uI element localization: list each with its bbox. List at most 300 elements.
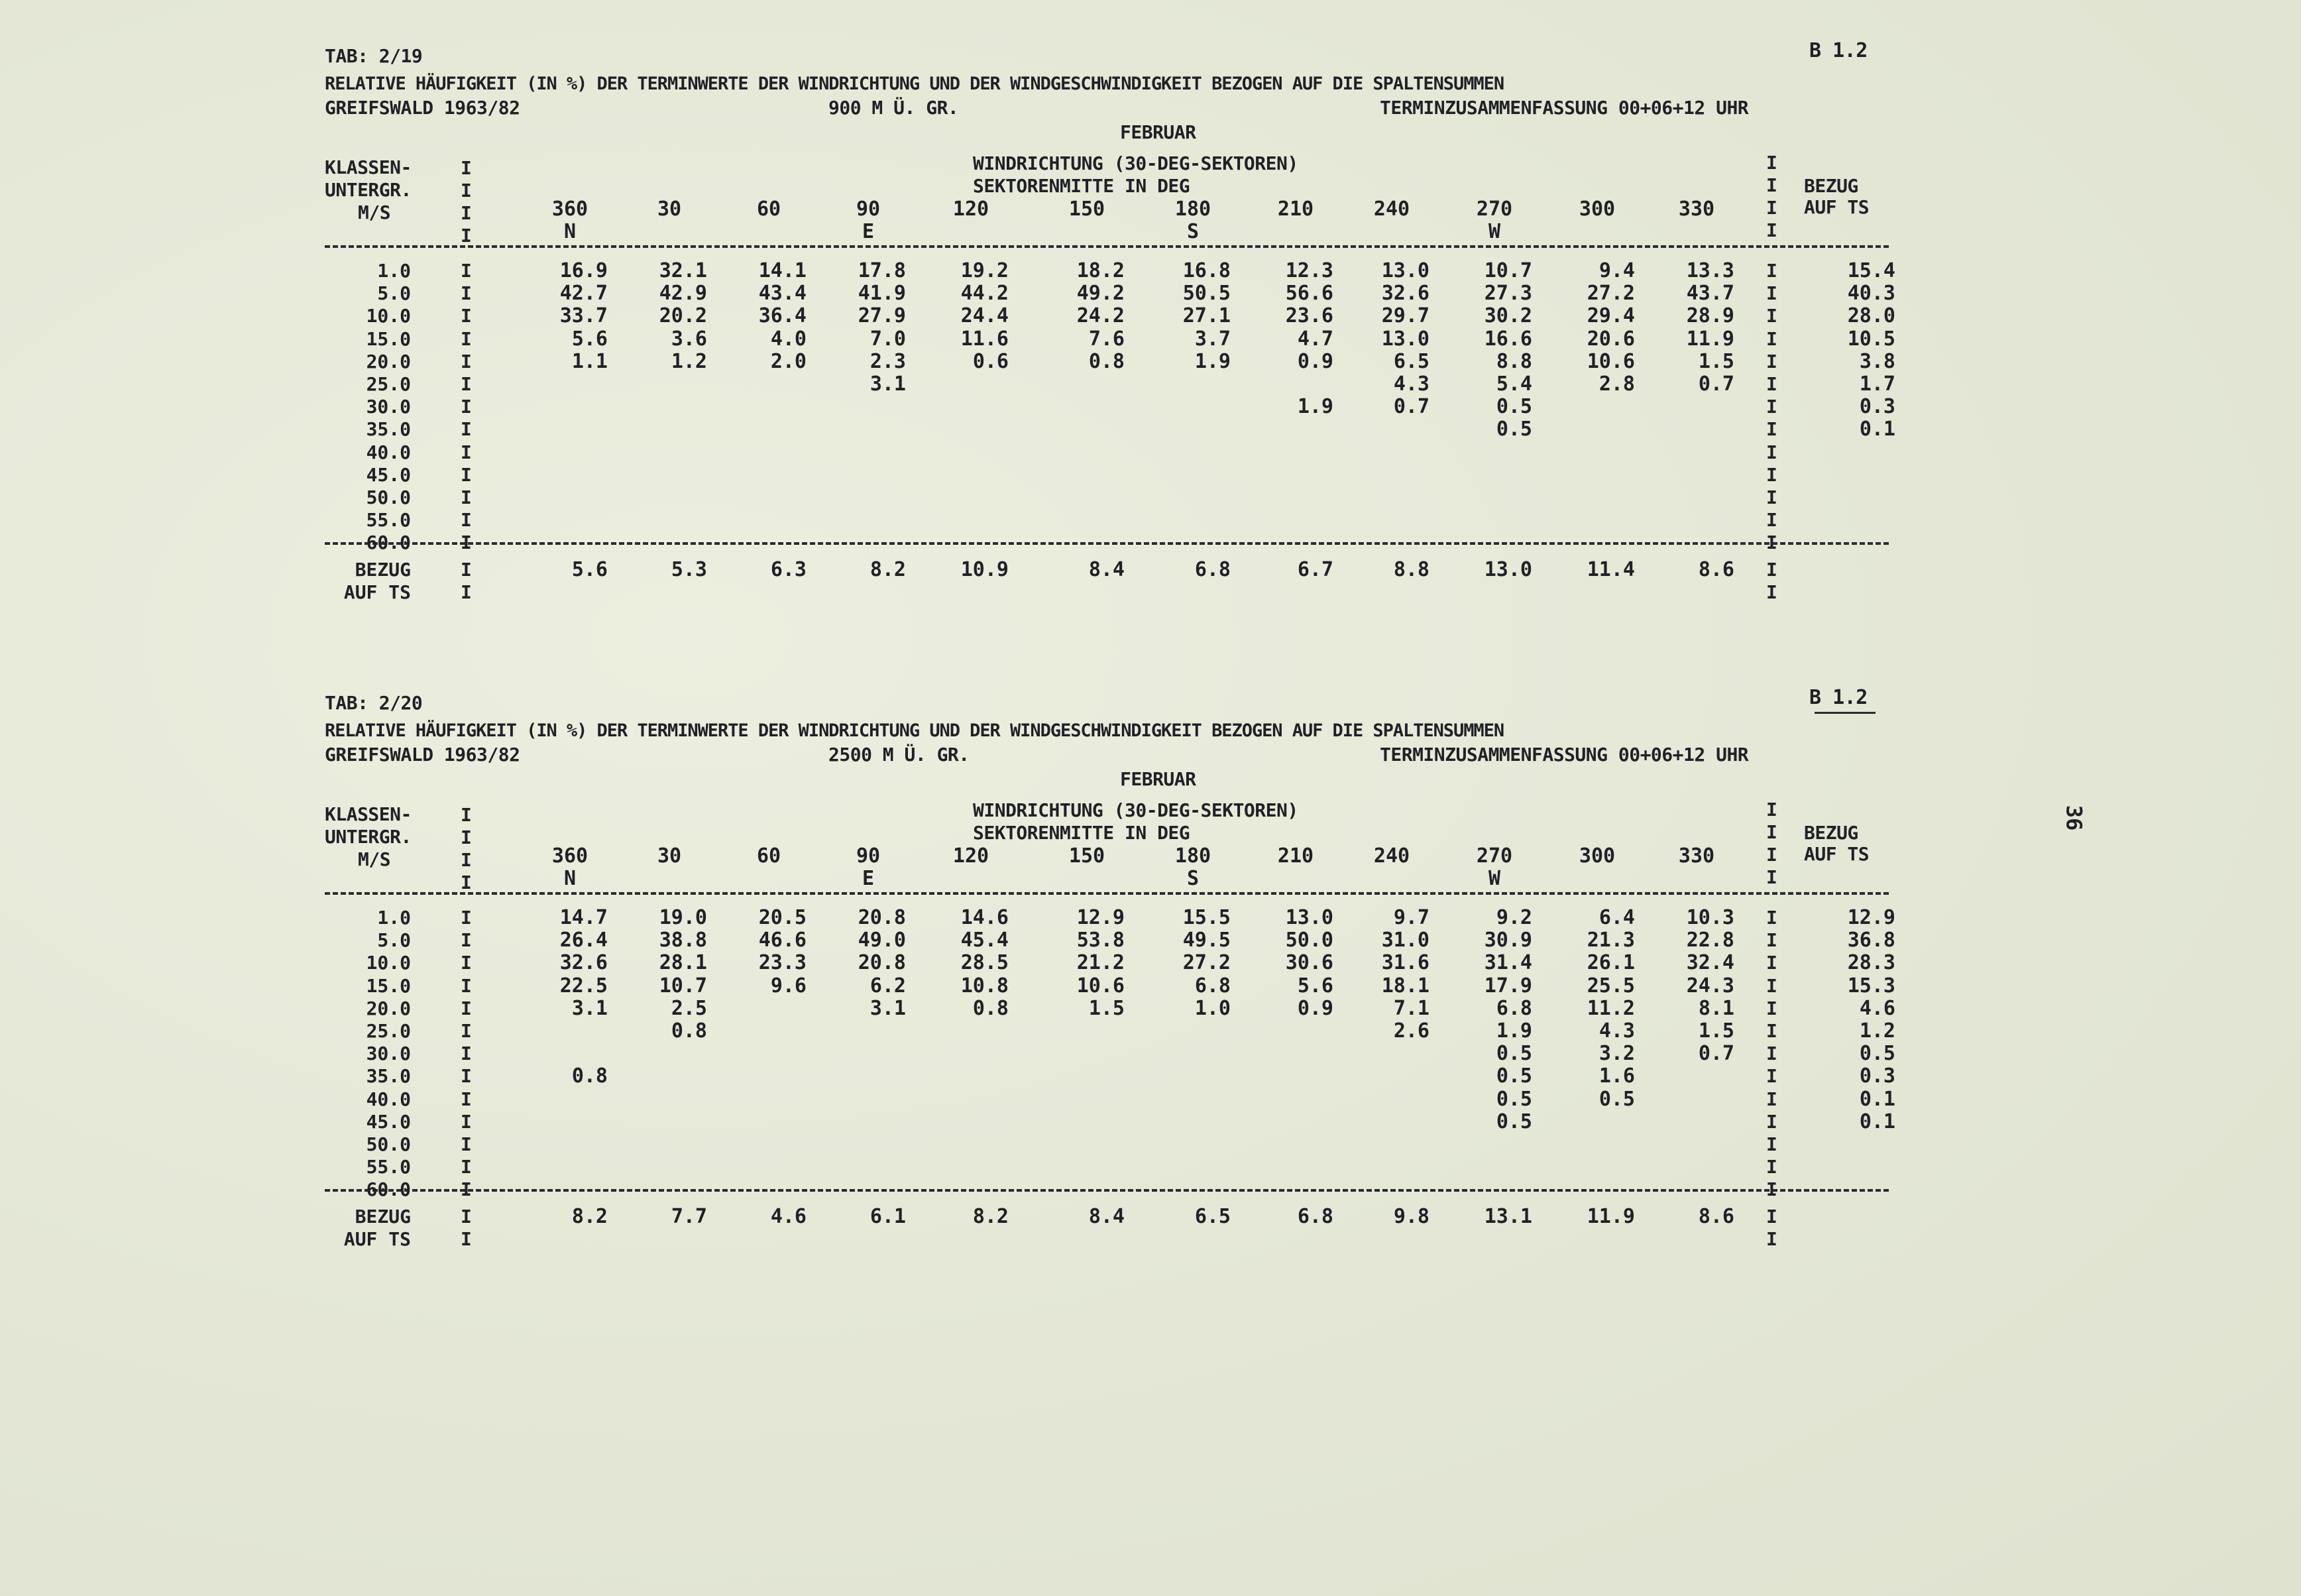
table-cell: 53.8: [1076, 929, 1125, 952]
separator-left: I: [461, 872, 472, 893]
separator-right: I: [1766, 219, 1777, 241]
table-cell: 40.3: [1847, 282, 1895, 306]
separator-right: I: [1766, 974, 1777, 997]
separator-left: I: [461, 581, 472, 603]
table-cell: 16.8: [1182, 259, 1231, 282]
footer-cell: 6.7: [1297, 558, 1333, 581]
table-cell: 3.1: [571, 996, 608, 1020]
class-label: 25.0: [366, 1020, 411, 1042]
separator-left: I: [461, 463, 472, 486]
table-cell: 0.3: [1859, 395, 1895, 419]
header-direction-1: WINDRICHTUNG (30-DEG-SEKTOREN): [973, 152, 1298, 174]
direction-header: 360: [551, 844, 589, 868]
footer-cell: 11.9: [1587, 1205, 1635, 1228]
table-cell: 29.7: [1381, 304, 1430, 328]
table-title: RELATIVE HÄUFIGKEIT (IN %) DER TERMINWERTE DER WINDRICHTUNG UND DER WINDGESCHWINDIGKEIT BEZOGEN AUF DIE SPALTENSUMMEN: [325, 74, 1504, 94]
class-label: 50.0: [366, 1133, 411, 1155]
table-cell: 13.3: [1686, 259, 1734, 282]
month: FEBRUAR: [1120, 768, 1196, 790]
separator-left: I: [461, 1065, 472, 1088]
separator-left: I: [461, 1178, 472, 1201]
separator-left: I: [461, 418, 472, 441]
table-cell: 15.5: [1182, 906, 1231, 929]
separator-left: I: [461, 1133, 472, 1155]
class-label: 1.0: [377, 907, 411, 929]
class-label: 20.0: [366, 350, 411, 372]
table-cell: 3.6: [671, 327, 707, 351]
direction-header: 330: [1678, 198, 1715, 221]
class-label: 5.0: [377, 282, 411, 305]
separator-right: I: [1766, 1156, 1777, 1178]
table-cell: 0.5: [1496, 1110, 1532, 1133]
footer-cell: 9.8: [1393, 1205, 1430, 1228]
separator-right: I: [1766, 418, 1777, 441]
footer-cell: 11.4: [1587, 558, 1635, 581]
table-cell: 3.7: [1194, 327, 1231, 351]
station-period: GREIFSWALD 1963/82: [325, 97, 520, 119]
table-block-2-20: [0, 448, 2301, 1250]
table-cell: 27.2: [1182, 951, 1231, 975]
table-cell: 12.3: [1285, 259, 1333, 282]
table-cell: 9.2: [1496, 906, 1532, 929]
table-cell: 26.4: [559, 929, 608, 952]
table-cell: 14.6: [960, 906, 1009, 929]
table-cell: 2.0: [770, 349, 807, 373]
table-cell: 32.4: [1686, 951, 1734, 975]
class-label: 35.0: [366, 418, 411, 441]
table-cell: 6.2: [870, 974, 906, 997]
separator-left: I: [461, 509, 472, 532]
direction-header: 240: [1373, 844, 1410, 868]
table-cell: 16.6: [1484, 327, 1532, 351]
code-underline: [1815, 712, 1876, 714]
table-cell: 13.0: [1381, 327, 1430, 351]
separator-right: I: [1766, 441, 1777, 463]
separator-left: I: [461, 1020, 472, 1042]
table-cell: 32.1: [659, 259, 707, 282]
header-direction-2: SEKTORENMITTE IN DEG: [973, 822, 1190, 844]
table-cell: 15.4: [1847, 259, 1895, 282]
footer-label-1: BEZUG: [355, 1206, 411, 1227]
separator-right: I: [1766, 197, 1777, 219]
table-cell: 1.2: [671, 349, 707, 373]
separator-right: I: [1766, 463, 1777, 486]
table-cell: 2.6: [1393, 1019, 1430, 1043]
table-cell: 29.4: [1587, 304, 1635, 328]
footer-cell: 8.4: [1088, 558, 1125, 581]
separator-left: I: [461, 952, 472, 974]
footer-cell: 13.0: [1484, 558, 1532, 581]
table-cell: 43.4: [758, 282, 807, 306]
station-period: GREIFSWALD 1963/82: [325, 744, 520, 766]
separator-left: I: [461, 929, 472, 952]
table-cell: 22.5: [559, 974, 608, 997]
table-cell: 46.6: [758, 929, 807, 952]
class-label: 30.0: [366, 1043, 411, 1065]
table-cell: 0.7: [1698, 372, 1734, 396]
separator-right: I: [1766, 350, 1777, 372]
table-cell: 5.6: [1297, 974, 1333, 997]
class-label: 45.0: [366, 1110, 411, 1133]
class-label: 60.0: [366, 532, 411, 554]
header-rule: [325, 892, 1889, 895]
table-cell: 17.9: [1484, 974, 1532, 997]
table-cell: 0.9: [1297, 349, 1333, 373]
separator-right: I: [1766, 929, 1777, 952]
table-cell: 28.1: [659, 951, 707, 975]
separator-right: I: [1766, 509, 1777, 532]
table-block-2-19: [0, 0, 2301, 603]
table-cell: 0.1: [1859, 418, 1895, 441]
table-cell: 0.8: [671, 1019, 707, 1043]
separator-left: I: [461, 225, 472, 247]
direction-header: 180: [1174, 844, 1211, 868]
table-cell: 4.6: [1859, 996, 1895, 1020]
direction-header: 240: [1373, 198, 1410, 221]
separator-left: I: [461, 305, 472, 327]
table-cell: 30.9: [1484, 929, 1532, 952]
table-cell: 10.5: [1847, 327, 1895, 351]
separator-right: I: [1766, 952, 1777, 974]
table-cell: 24.4: [960, 304, 1009, 328]
table-cell: 56.6: [1285, 282, 1333, 306]
direction-header: 30: [657, 844, 682, 868]
table-cell: 28.3: [1847, 951, 1895, 975]
table-cell: 9.6: [770, 974, 807, 997]
table-cell: 0.7: [1698, 1042, 1734, 1066]
table-cell: 50.0: [1285, 929, 1333, 952]
table-cell: 0.7: [1393, 395, 1430, 419]
table-cell: 12.9: [1847, 906, 1895, 929]
separator-right: I: [1766, 581, 1777, 603]
separator-right: I: [1766, 532, 1777, 554]
separator-right: I: [1766, 799, 1777, 821]
table-cell: 20.2: [659, 304, 707, 328]
footer-label-2: AUF TS: [343, 1228, 411, 1250]
separator-right: I: [1766, 997, 1777, 1019]
table-cell: 20.5: [758, 906, 807, 929]
header-classes-1: KLASSEN-: [325, 156, 412, 178]
table-cell: 44.2: [960, 282, 1009, 306]
separator-right: I: [1766, 1043, 1777, 1065]
separator-left: I: [461, 441, 472, 463]
table-cell: 10.7: [659, 974, 707, 997]
header-rule: [325, 245, 1889, 248]
table-cell: 42.7: [559, 282, 608, 306]
table-cell: 38.8: [659, 929, 707, 952]
cardinal-s: S: [1186, 867, 1200, 890]
cardinal-e: E: [862, 220, 875, 243]
table-cell: 28.9: [1686, 304, 1734, 328]
separator-left: I: [461, 157, 472, 179]
separator-right: I: [1766, 152, 1777, 174]
separator-left: I: [461, 826, 472, 848]
table-cell: 0.5: [1496, 1087, 1532, 1111]
direction-header: 150: [1068, 844, 1105, 868]
separator-left: I: [461, 907, 472, 929]
cardinal-n: N: [563, 220, 577, 243]
footer-cell: 5.3: [671, 558, 707, 581]
separator-right: I: [1766, 1020, 1777, 1042]
cardinal-w: W: [1488, 220, 1501, 243]
separator-right: I: [1766, 907, 1777, 929]
table-cell: 41.9: [858, 282, 906, 306]
table-cell: 1.5: [1698, 349, 1734, 373]
footer-cell: 8.4: [1088, 1205, 1125, 1228]
separator-right: I: [1766, 866, 1777, 888]
footer-cell: 10.9: [960, 558, 1009, 581]
table-cell: 18.2: [1076, 259, 1125, 282]
table-cell: 32.6: [559, 951, 608, 975]
cardinal-n: N: [563, 867, 577, 890]
header-reference-2: AUF TS: [1804, 843, 1870, 865]
table-cell: 0.8: [972, 996, 1009, 1020]
table-cell: 11.2: [1587, 996, 1635, 1020]
table-cell: 1.6: [1599, 1064, 1635, 1088]
table-cell: 27.9: [858, 304, 906, 328]
sheet-code: B 1.2: [1809, 686, 1868, 709]
table-cell: 6.8: [1496, 996, 1532, 1020]
separator-right: I: [1766, 327, 1777, 350]
table-cell: 5.6: [571, 327, 608, 351]
footer-cell: 8.6: [1698, 558, 1734, 581]
table-cell: 17.8: [858, 259, 906, 282]
separator-right: I: [1766, 305, 1777, 327]
cardinal-s: S: [1186, 220, 1200, 243]
height-level: 900 M Ü. GR.: [828, 97, 959, 119]
footer-cell: 6.1: [870, 1205, 906, 1228]
table-cell: 0.5: [1496, 1064, 1532, 1088]
table-cell: 1.5: [1698, 1019, 1734, 1043]
footer-cell: 6.8: [1297, 1205, 1333, 1228]
separator-right: I: [1766, 396, 1777, 418]
table-cell: 10.6: [1587, 349, 1635, 373]
month: FEBRUAR: [1120, 121, 1196, 143]
table-cell: 0.1: [1859, 1087, 1895, 1111]
table-cell: 49.0: [858, 929, 906, 952]
table-cell: 20.6: [1587, 327, 1635, 351]
sheet-code: B 1.2: [1809, 39, 1868, 62]
separator-left: I: [461, 1110, 472, 1133]
table-cell: 4.0: [770, 327, 807, 351]
table-cell: 9.4: [1599, 259, 1635, 282]
footer-rule: [325, 1189, 1889, 1192]
separator-left: I: [461, 1156, 472, 1178]
cardinal-e: E: [862, 867, 875, 890]
table-cell: 42.9: [659, 282, 707, 306]
separator-right: I: [1766, 282, 1777, 305]
table-cell: 27.3: [1484, 282, 1532, 306]
direction-header: 360: [551, 198, 589, 221]
direction-header: 120: [952, 198, 989, 221]
header-classes-1: KLASSEN-: [325, 803, 412, 825]
table-cell: 10.8: [960, 974, 1009, 997]
table-cell: 14.1: [758, 259, 807, 282]
class-label: 60.0: [366, 1178, 411, 1201]
separator-left: I: [461, 260, 472, 282]
table-cell: 23.6: [1285, 304, 1333, 328]
header-unit: M/S: [358, 201, 391, 223]
table-cell: 9.7: [1393, 906, 1430, 929]
footer-cell: 8.8: [1393, 558, 1430, 581]
direction-header: 120: [952, 844, 989, 868]
separator-left: I: [461, 282, 472, 305]
class-label: 55.0: [366, 509, 411, 532]
table-title: RELATIVE HÄUFIGKEIT (IN %) DER TERMINWERTE DER WINDRICHTUNG UND DER WINDGESCHWINDIGKEIT BEZOGEN AUF DIE SPALTENSUMMEN: [325, 720, 1504, 741]
separator-right: I: [1766, 174, 1777, 196]
table-number: TAB: 2/19: [325, 45, 423, 67]
table-cell: 0.6: [972, 349, 1009, 373]
table-cell: 32.6: [1381, 282, 1430, 306]
table-cell: 33.7: [559, 304, 608, 328]
class-label: 35.0: [366, 1065, 411, 1088]
table-cell: 5.4: [1496, 372, 1532, 396]
table-cell: 31.6: [1381, 951, 1430, 975]
height-level: 2500 M Ü. GR.: [828, 744, 970, 766]
table-cell: 27.1: [1182, 304, 1231, 328]
separator-right: I: [1766, 1065, 1777, 1088]
separator-right: I: [1766, 1133, 1777, 1155]
separator-right: I: [1766, 1088, 1777, 1110]
class-label: 40.0: [366, 441, 411, 463]
direction-header: 270: [1476, 844, 1513, 868]
table-cell: 2.8: [1599, 372, 1635, 396]
term-summary: TERMINZUSAMMENFASSUNG 00+06+12 UHR: [1380, 97, 1749, 119]
table-cell: 6.5: [1393, 349, 1430, 373]
separator-right: I: [1766, 486, 1777, 508]
direction-header: 210: [1277, 198, 1314, 221]
table-cell: 7.6: [1088, 327, 1125, 351]
separator-left: I: [461, 327, 472, 350]
class-label: 10.0: [366, 952, 411, 974]
class-label: 40.0: [366, 1088, 411, 1110]
table-cell: 1.0: [1194, 996, 1231, 1020]
table-cell: 0.8: [571, 1064, 608, 1088]
footer-cell: 6.3: [770, 558, 807, 581]
table-cell: 36.4: [758, 304, 807, 328]
class-label: 55.0: [366, 1156, 411, 1178]
class-label: 20.0: [366, 997, 411, 1019]
table-cell: 16.9: [559, 259, 608, 282]
table-cell: 2.5: [671, 996, 707, 1020]
table-cell: 25.5: [1587, 974, 1635, 997]
table-cell: 31.0: [1381, 929, 1430, 952]
table-cell: 45.4: [960, 929, 1009, 952]
separator-left: I: [461, 1043, 472, 1065]
page-number: 36: [2061, 805, 2087, 831]
table-cell: 2.3: [870, 349, 906, 373]
class-label: 10.0: [366, 305, 411, 327]
table-cell: 0.5: [1496, 418, 1532, 441]
separator-left: I: [461, 202, 472, 224]
table-cell: 20.8: [858, 906, 906, 929]
table-cell: 0.5: [1496, 395, 1532, 419]
separator-right: I: [1766, 844, 1777, 866]
table-cell: 31.4: [1484, 951, 1532, 975]
table-cell: 7.1: [1393, 996, 1430, 1020]
header-reference-2: AUF TS: [1804, 196, 1870, 218]
direction-header: 210: [1277, 844, 1314, 868]
table-cell: 4.3: [1393, 372, 1430, 396]
table-cell: 4.3: [1599, 1019, 1635, 1043]
header-direction-2: SEKTORENMITTE IN DEG: [973, 175, 1190, 197]
table-cell: 0.9: [1297, 996, 1333, 1020]
class-label: 5.0: [377, 929, 411, 952]
table-cell: 6.8: [1194, 974, 1231, 997]
separator-right: I: [1766, 260, 1777, 282]
table-cell: 8.8: [1496, 349, 1532, 373]
table-cell: 0.8: [1088, 349, 1125, 373]
table-cell: 28.5: [960, 951, 1009, 975]
separator-left: I: [461, 373, 472, 395]
table-cell: 19.2: [960, 259, 1009, 282]
separator-left: I: [461, 1088, 472, 1110]
separator-right: I: [1766, 1206, 1777, 1227]
table-cell: 0.5: [1859, 1042, 1895, 1066]
separator-right: I: [1766, 1110, 1777, 1133]
table-cell: 18.1: [1381, 974, 1430, 997]
table-cell: 0.5: [1496, 1042, 1532, 1066]
table-cell: 27.2: [1587, 282, 1635, 306]
direction-header: 60: [756, 844, 781, 868]
table-cell: 0.1: [1859, 1110, 1895, 1133]
table-cell: 24.2: [1076, 304, 1125, 328]
separator-right: I: [1766, 373, 1777, 395]
direction-header: 330: [1678, 844, 1715, 868]
table-cell: 21.2: [1076, 951, 1125, 975]
table-cell: 10.3: [1686, 906, 1734, 929]
header-classes-2: UNTERGR.: [325, 826, 412, 848]
footer-cell: 6.8: [1194, 558, 1231, 581]
separator-left: I: [461, 350, 472, 372]
table-cell: 20.8: [858, 951, 906, 975]
table-cell: 19.0: [659, 906, 707, 929]
class-label: 50.0: [366, 486, 411, 508]
direction-header: 270: [1476, 198, 1513, 221]
footer-cell: 8.2: [972, 1205, 1009, 1228]
footer-cell: 13.1: [1484, 1205, 1532, 1228]
table-cell: 1.9: [1297, 395, 1333, 419]
table-cell: 49.5: [1182, 929, 1231, 952]
class-label: 30.0: [366, 396, 411, 418]
table-cell: 36.8: [1847, 929, 1895, 952]
direction-header: 300: [1579, 198, 1616, 221]
separator-right: I: [1766, 821, 1777, 843]
separator-right: I: [1766, 1178, 1777, 1201]
class-label: 15.0: [366, 974, 411, 997]
table-cell: 49.2: [1076, 282, 1125, 306]
table-cell: 14.7: [559, 906, 608, 929]
header-reference-1: BEZUG: [1804, 175, 1858, 197]
table-cell: 3.1: [870, 372, 906, 396]
table-cell: 1.5: [1088, 996, 1125, 1020]
separator-left: I: [461, 974, 472, 997]
table-cell: 0.5: [1599, 1087, 1635, 1111]
separator-left: I: [461, 997, 472, 1019]
table-cell: 3.1: [870, 996, 906, 1020]
separator-left: I: [461, 1228, 472, 1250]
direction-header: 180: [1174, 198, 1211, 221]
table-cell: 43.7: [1686, 282, 1734, 306]
class-label: 45.0: [366, 463, 411, 486]
table-cell: 30.2: [1484, 304, 1532, 328]
table-cell: 3.2: [1599, 1042, 1635, 1066]
footer-cell: 8.2: [571, 1205, 608, 1228]
table-cell: 11.9: [1686, 327, 1734, 351]
table-cell: 3.8: [1859, 349, 1895, 373]
direction-header: 90: [856, 844, 881, 868]
table-cell: 11.6: [960, 327, 1009, 351]
